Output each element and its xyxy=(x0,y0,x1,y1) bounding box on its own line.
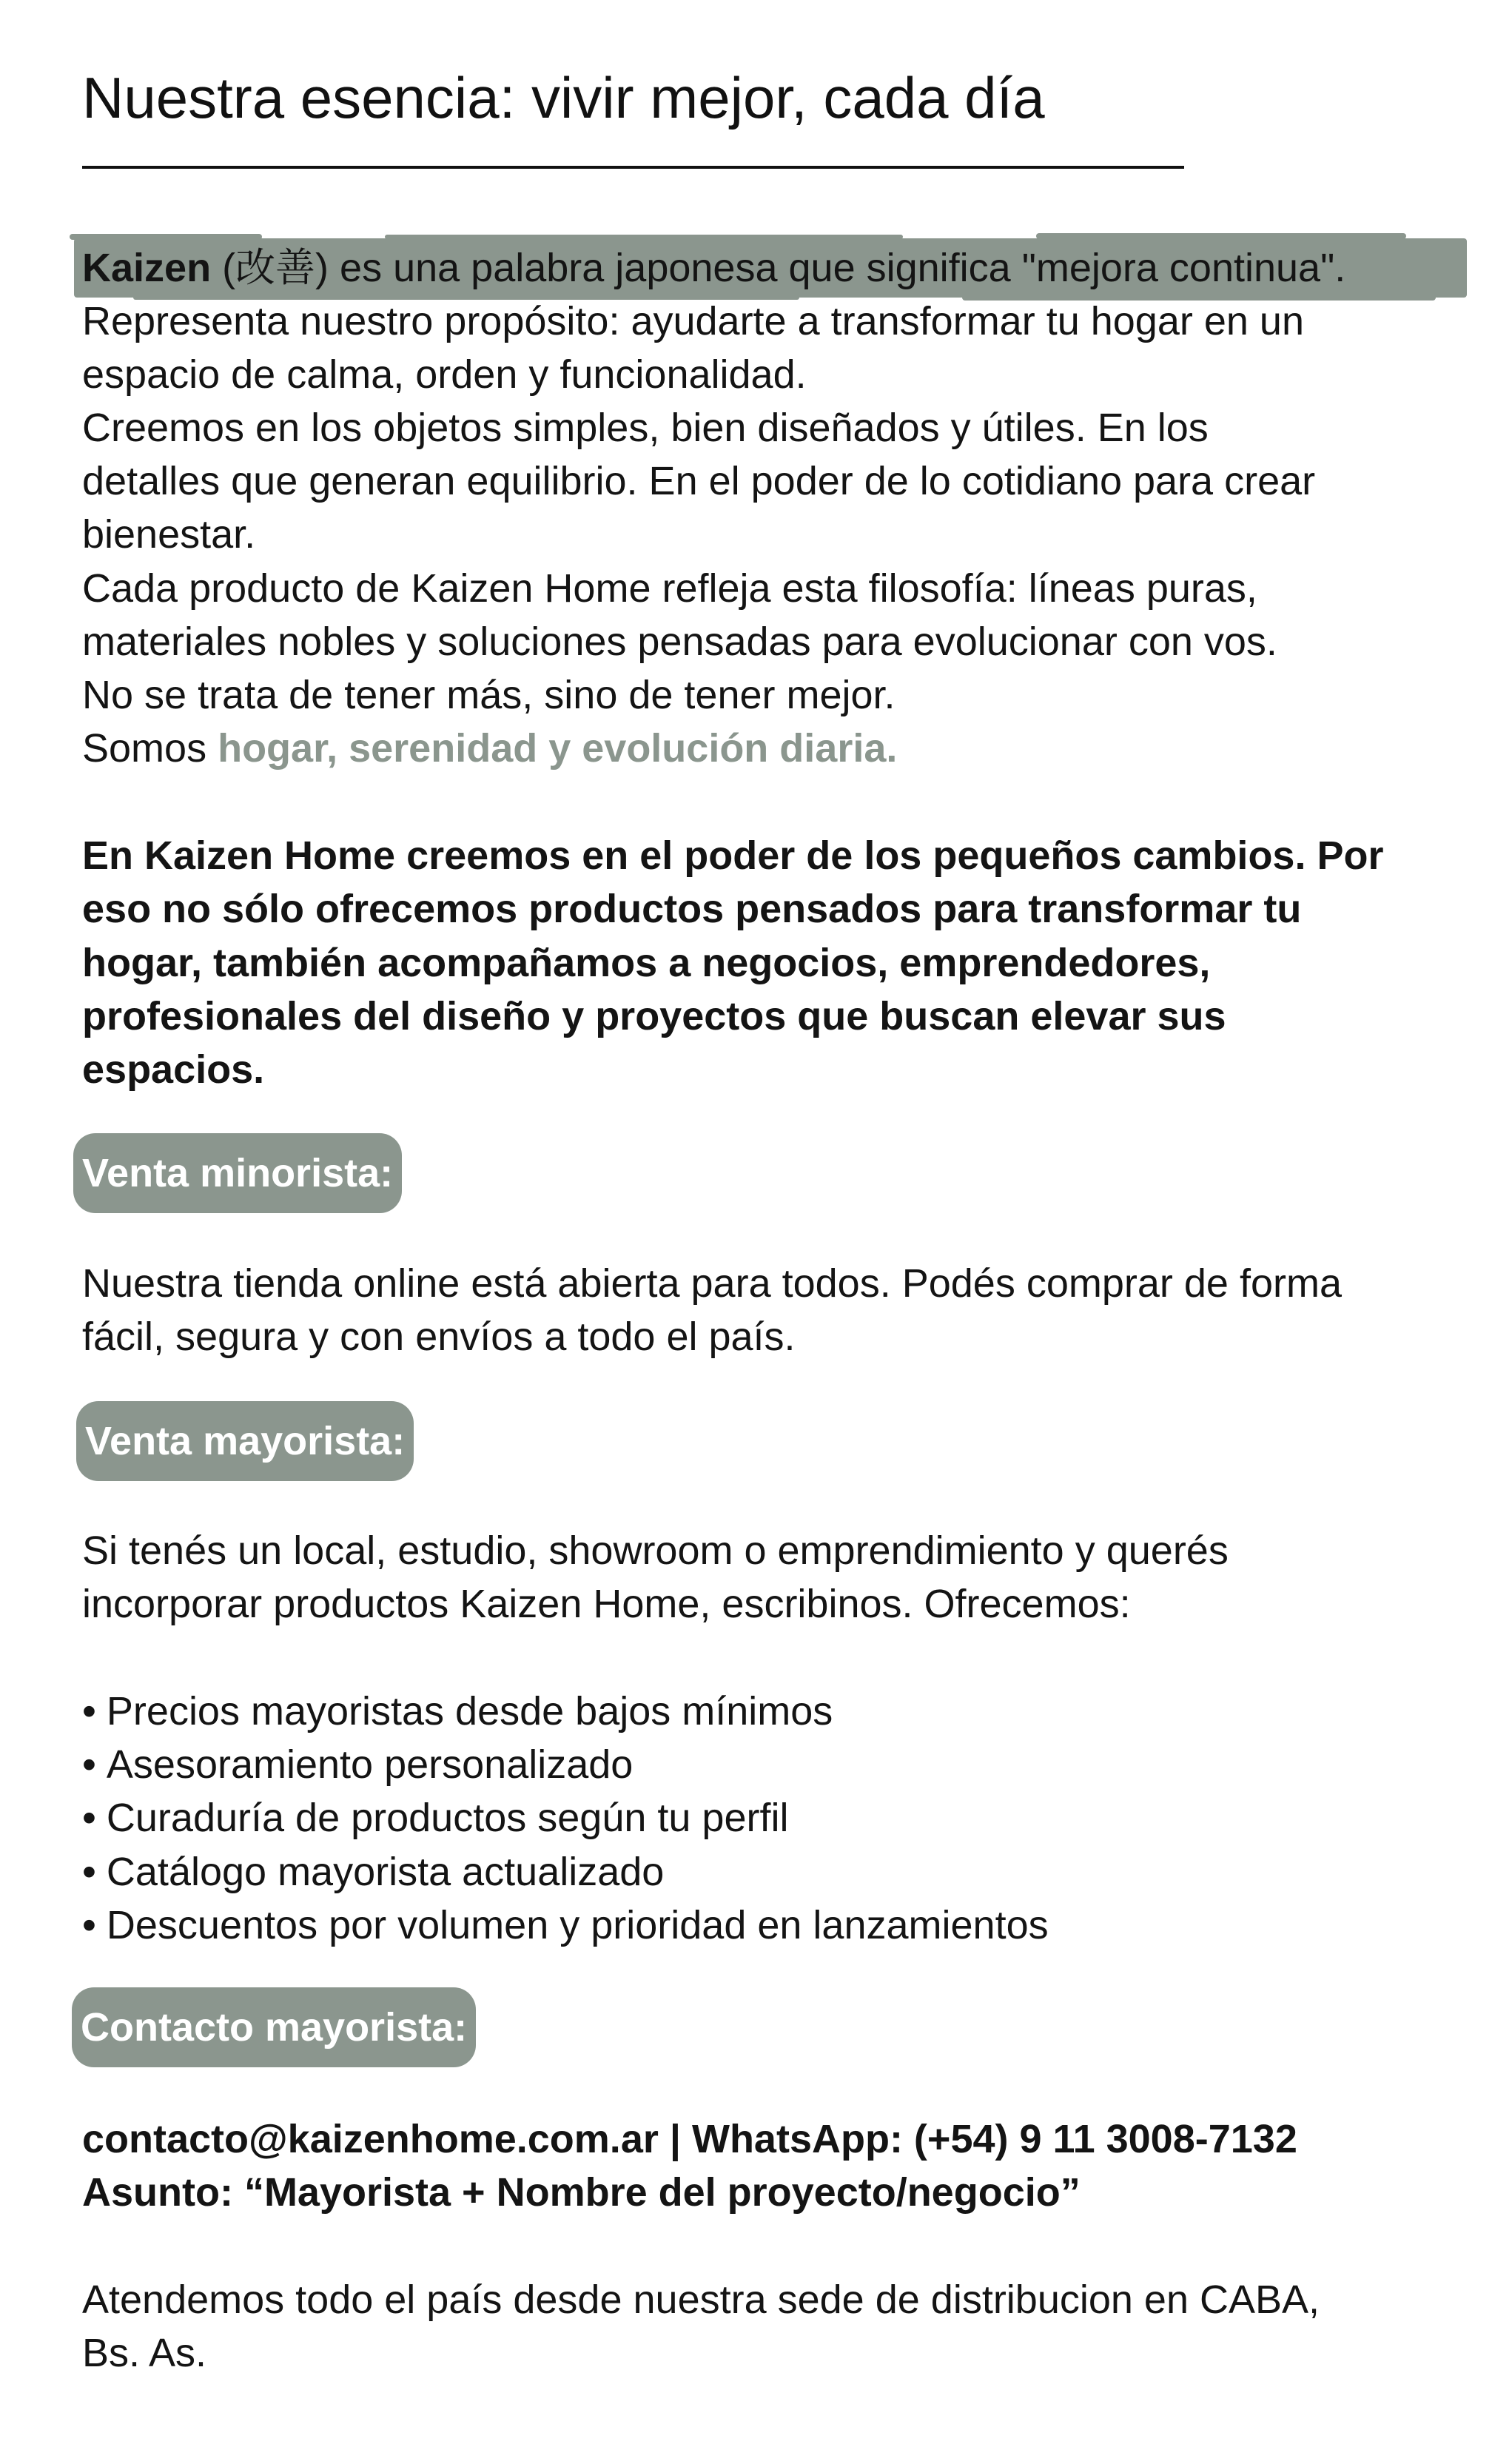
bullet-icon: • xyxy=(82,1689,96,1733)
bold-paragraph-line: En Kaizen Home creemos en el poder de los pequeños cambios. Por xyxy=(82,833,1384,878)
footer-line: Bs. As. xyxy=(82,2331,207,2375)
somos-prefix: Somos xyxy=(82,726,218,771)
intro-line: bienestar. xyxy=(82,512,256,557)
wholesale-line: incorporar productos Kaizen Home, escribinos. Ofrecemos: xyxy=(82,1582,1131,1626)
contact-label-badge: Contacto mayorista: xyxy=(72,1987,476,2067)
page-title: Nuestra esencia: vivir mejor, cada día xyxy=(82,65,1045,130)
bold-paragraph-line: hogar, también acompañamos a negocios, emprendedores, xyxy=(82,941,1211,985)
intro-line: detalles que generan equilibrio. En el poder de lo cotidiano para crear xyxy=(82,459,1316,503)
bullet-icon: • xyxy=(82,1742,96,1787)
somos-line xyxy=(82,724,897,773)
benefit-text: Catálogo mayorista actualizado xyxy=(106,1850,665,1894)
subject-line: Asunto: “Mayorista + Nombre del proyecto/negocio” xyxy=(82,2170,1081,2215)
benefit-list-item xyxy=(82,1740,633,1789)
benefit-text: Precios mayoristas desde bajos mínimos xyxy=(106,1689,833,1733)
benefit-text: Asesoramiento personalizado xyxy=(106,1742,634,1787)
intro-line: No se trata de tener más, sino de tener mejor. xyxy=(82,673,896,717)
intro-line: materiales nobles y soluciones pensadas para evolucionar con vos. xyxy=(82,620,1277,664)
kaizen-definition-rest: (改善) es una palabra japonesa que significa "mejora continua". xyxy=(211,246,1346,290)
title-divider xyxy=(82,166,1184,169)
bullet-icon: • xyxy=(82,1796,96,1840)
intro-line: Creemos en los objetos simples, bien diseñados y útiles. En los xyxy=(82,406,1209,450)
benefit-list-item xyxy=(82,1687,833,1736)
contact-info-line[interactable]: contacto@kaizenhome.com.ar | WhatsApp: (+54) 9 11 3008-7132 xyxy=(82,2117,1297,2161)
benefit-list-item xyxy=(82,1793,788,1842)
benefit-list-item xyxy=(82,1847,664,1896)
benefit-list-item xyxy=(82,1901,1049,1950)
footer-line: Atendemos todo el país desde nuestra sede de distribucion en CABA, xyxy=(82,2278,1320,2322)
bullet-icon: • xyxy=(82,1850,96,1894)
kaizen-definition xyxy=(82,244,1345,292)
bold-paragraph-line: eso no sólo ofrecemos productos pensados para transformar tu xyxy=(82,887,1302,931)
intro-line: espacio de calma, orden y funcionalidad. xyxy=(82,352,807,397)
bullet-icon: • xyxy=(82,1903,96,1947)
retail-line: fácil, segura y con envíos a todo el país. xyxy=(82,1315,796,1359)
retail-label-badge: Venta minorista: xyxy=(73,1133,402,1213)
wholesale-label-badge: Venta mayorista: xyxy=(76,1401,414,1481)
bold-paragraph-line: espacios. xyxy=(82,1047,265,1092)
kaizen-word: Kaizen xyxy=(82,246,212,290)
somos-highlight: hogar, serenidad y evolución diaria. xyxy=(218,726,898,771)
intro-line: Representa nuestro propósito: ayudarte a transformar tu hogar en un xyxy=(82,299,1304,343)
retail-line: Nuestra tienda online está abierta para todos. Podés comprar de forma xyxy=(82,1261,1342,1306)
intro-line: Cada producto de Kaizen Home refleja esta filosofía: líneas puras, xyxy=(82,566,1257,611)
bold-paragraph-line: profesionales del diseño y proyectos que buscan elevar sus xyxy=(82,994,1226,1038)
benefit-text: Curaduría de productos según tu perfil xyxy=(106,1796,789,1840)
wholesale-line: Si tenés un local, estudio, showroom o emprendimiento y querés xyxy=(82,1528,1229,1573)
benefit-text: Descuentos por volumen y prioridad en lanzamientos xyxy=(106,1903,1049,1947)
